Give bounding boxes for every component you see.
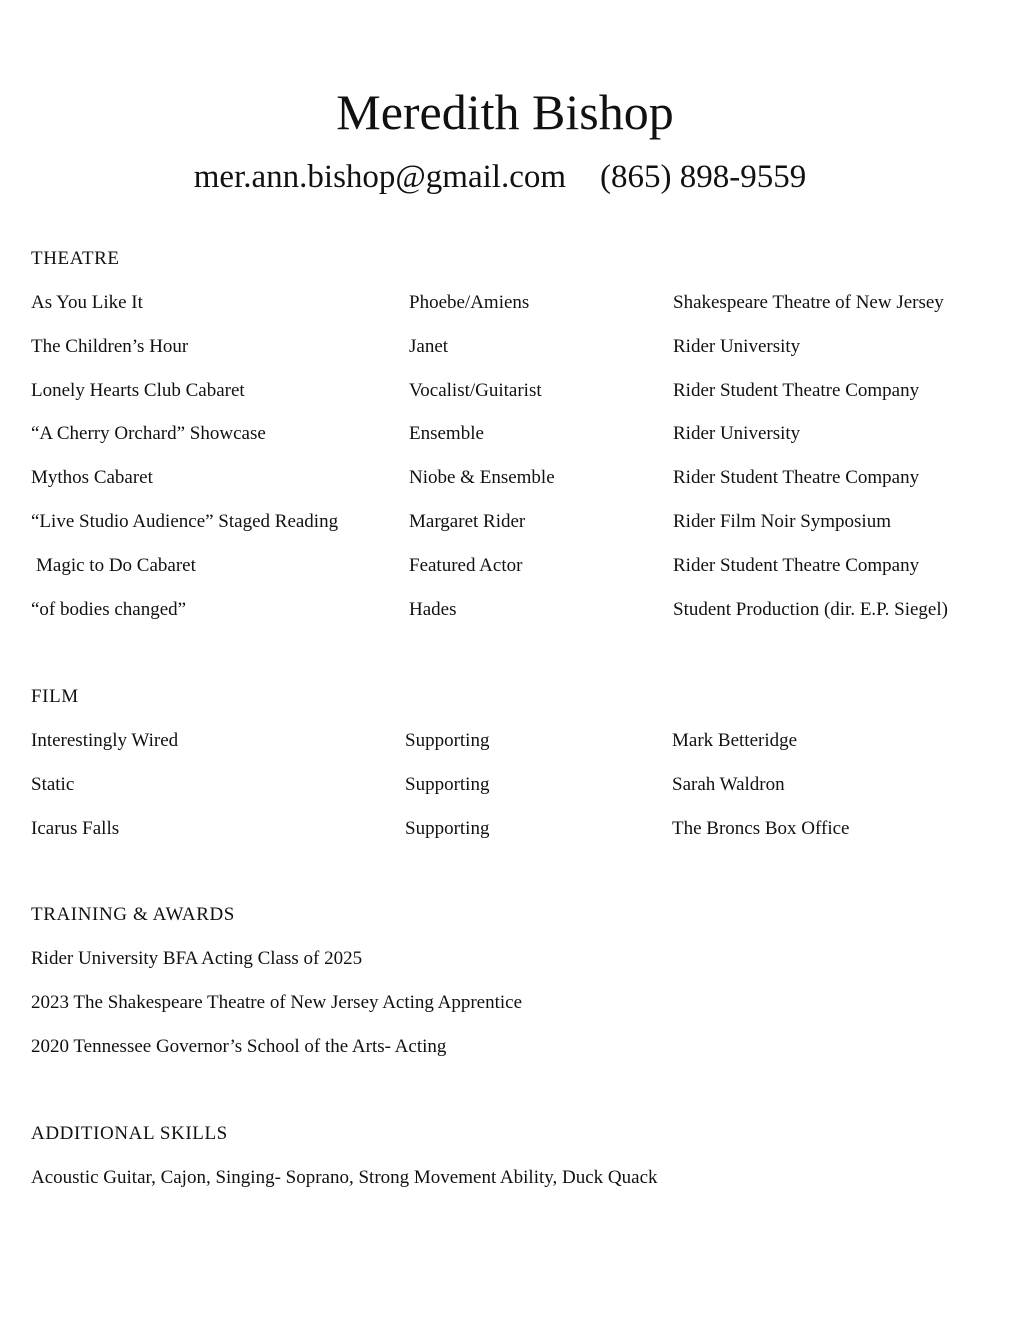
production-company: Rider University: [673, 335, 801, 357]
film-role: Supporting: [405, 730, 490, 751]
production-title: The Children’s Hour: [31, 335, 189, 357]
theatre-section: [31, 244, 991, 638]
production-title: “Live Studio Audience” Staged Reading: [31, 510, 339, 532]
production-title: Lonely Hearts Club Cabaret: [31, 379, 245, 401]
production-role: Niobe & Ensemble: [409, 467, 555, 489]
production-company: Rider Student Theatre Company: [673, 379, 920, 401]
film-director: The Broncs Box Office: [672, 817, 850, 839]
production-role: Hades: [409, 598, 457, 620]
film-director: Mark Betteridge: [672, 730, 798, 751]
theatre-row: [31, 332, 991, 376]
production-company: Rider Student Theatre Company: [673, 554, 920, 576]
contact-line: [0, 156, 1000, 198]
production-role: Phoebe/Amiens: [409, 292, 530, 313]
production-title: Magic to Do Cabaret: [36, 554, 196, 576]
film-row: [31, 726, 991, 770]
production-company: Rider Student Theatre Company: [673, 467, 920, 489]
theatre-heading: THEATRE: [31, 248, 120, 269]
film-row: [31, 814, 991, 858]
training-heading: TRAINING & AWARDS: [31, 904, 235, 925]
production-title: Mythos Cabaret: [31, 467, 153, 489]
production-title: “A Cherry Orchard” Showcase: [31, 423, 266, 445]
film-section: [31, 682, 991, 857]
training-item: 2023 The Shakespeare Theatre of New Jersey Acting Apprentice: [31, 991, 523, 1013]
production-title: As You Like It: [31, 292, 143, 313]
production-company: Shakespeare Theatre of New Jersey: [673, 292, 944, 313]
theatre-row: [31, 507, 991, 551]
skills-heading: ADDITIONAL SKILLS: [31, 1123, 228, 1144]
training-item: 2020 Tennessee Governor’s School of the Arts- Acting: [31, 1035, 447, 1057]
film-role: Supporting: [405, 817, 490, 839]
film-row: [31, 770, 991, 814]
production-company: Student Production (dir. E.P. Siegel): [673, 598, 948, 620]
film-heading: FILM: [31, 686, 79, 707]
training-section: [31, 900, 991, 1075]
production-title: “of bodies changed”: [31, 598, 187, 620]
resume-name: Meredith Bishop: [336, 84, 674, 140]
skills-section: [31, 1119, 991, 1207]
theatre-row: [31, 376, 991, 420]
film-title: Icarus Falls: [31, 817, 120, 839]
email-text: mer.ann.bishop@gmail.com: [193, 159, 567, 195]
theatre-row: [31, 419, 991, 463]
theatre-row: [31, 551, 991, 595]
production-role: Ensemble: [409, 423, 484, 445]
training-item: Rider University BFA Acting Class of 2025: [31, 948, 363, 969]
film-title: Interestingly Wired: [31, 730, 179, 751]
production-company: Rider Film Noir Symposium: [673, 510, 891, 532]
theatre-row: [31, 288, 991, 332]
film-title: Static: [31, 773, 75, 795]
production-role: Margaret Rider: [409, 510, 526, 532]
theatre-row: [31, 463, 991, 507]
production-role: Janet: [409, 335, 449, 357]
skills-text: Acoustic Guitar, Cajon, Singing- Soprano, Strong Movement Ability, Duck Quack: [31, 1167, 658, 1188]
film-director: Sarah Waldron: [672, 773, 785, 795]
production-company: Rider University: [673, 423, 801, 445]
production-role: Featured Actor: [409, 554, 523, 576]
film-role: Supporting: [405, 773, 490, 795]
theatre-row: [31, 595, 991, 639]
phone-text: (865) 898-9559: [600, 159, 807, 195]
production-role: Vocalist/Guitarist: [409, 379, 542, 401]
